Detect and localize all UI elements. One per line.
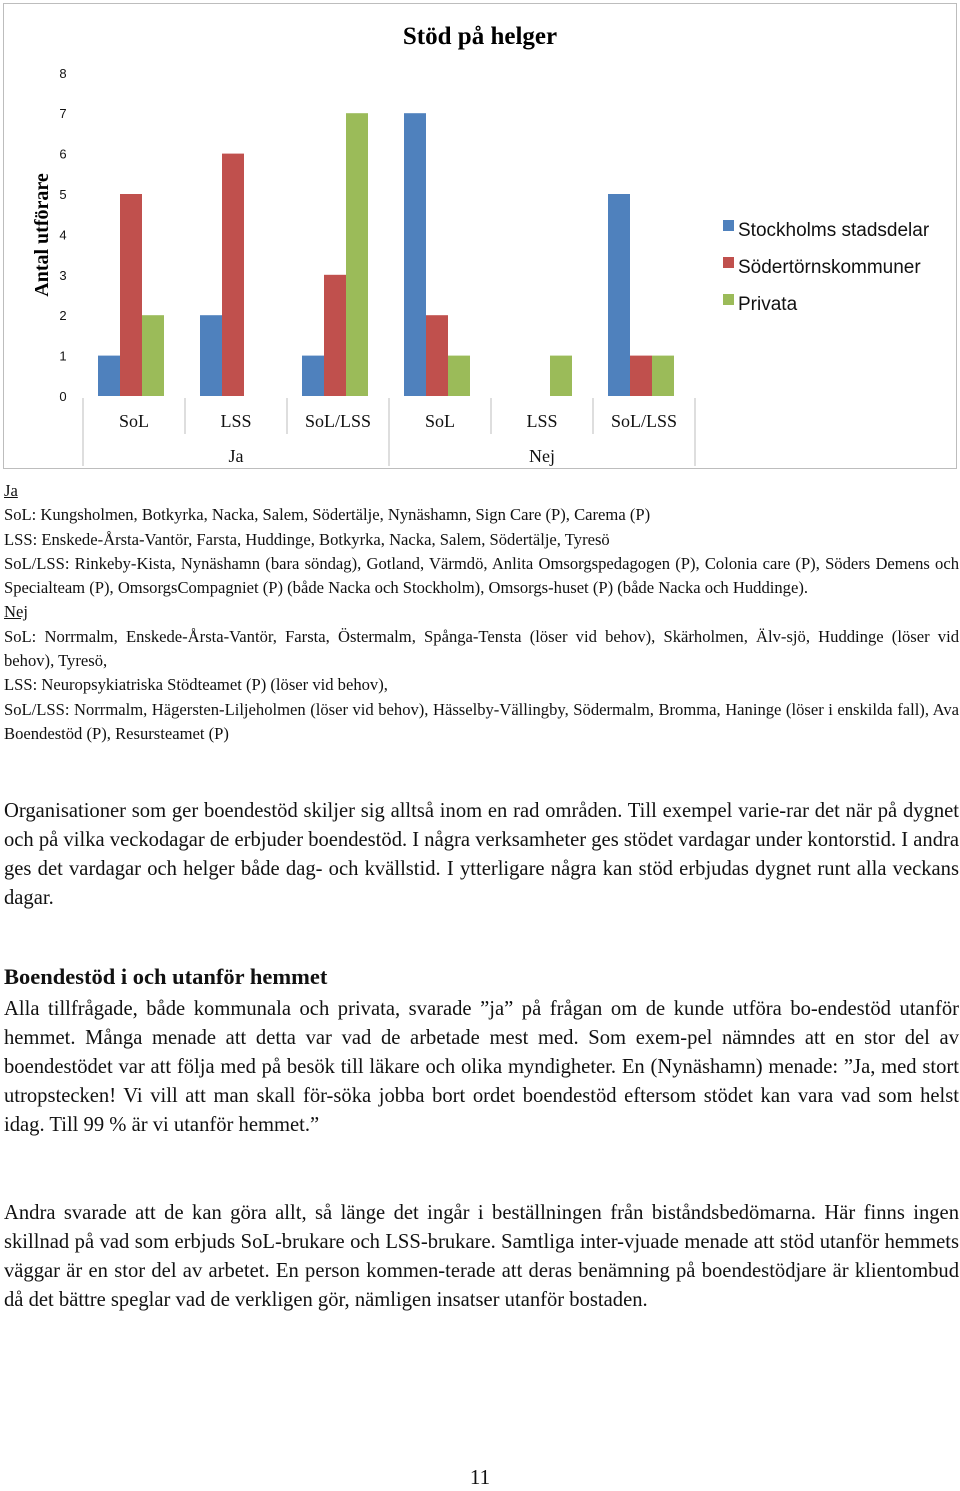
nej-sollss: SoL/LSS: Norrmalm, Hägersten-Liljeholmen (löser vid behov), Hässelby-Vällingby, Södermalm, Bromma, Haninge (löser i enskilda fall), Ava Boendestöd (P), Resursteamet (P) [4, 699, 959, 743]
ja-sol: SoL: Kungsholmen, Botkyrka, Nacka, Salem, Södertälje, Nynäshamn, Sign Care (P), Carema (P) [4, 505, 651, 525]
y-tick-label: 0 [59, 389, 67, 404]
bar-s-dert-rnskommuner [222, 154, 244, 396]
ja-lss: LSS: Enskede-Årsta-Vantör, Farsta, Huddinge, Botkyrka, Nacka, Salem, Södertälje, Tyresö [4, 529, 610, 549]
y-tick-label: 1 [59, 348, 67, 364]
chart-title: Stöd på helger [402, 23, 558, 50]
bar-chart [0, 0, 960, 470]
bar-privata [142, 315, 164, 396]
x-tick-label: SoL [118, 411, 150, 431]
legend-label: Stockholms stadsdelar [738, 220, 930, 241]
bar-s-dert-rnskommuner [426, 315, 448, 396]
legend-swatch [723, 257, 734, 268]
bar-stockholms-stadsdelar [608, 194, 630, 396]
legend-label: Privata [738, 294, 798, 315]
y-tick-label: 8 [59, 65, 67, 81]
bar-s-dert-rnskommuner [324, 275, 346, 396]
bar-s-dert-rnskommuner [630, 356, 652, 396]
x-tick-label: LSS [526, 411, 558, 431]
nej-heading: Nej [4, 602, 28, 622]
legend-label: Södertörnskommuner [738, 257, 921, 278]
y-tick-label: 3 [59, 267, 67, 283]
ja-sollss: SoL/LSS: Rinkeby-Kista, Nynäshamn (bara söndag), Gotland, Värmdö, Anlita Omsorgspedagogen (P), Colonia care (P), Söders Demens och Specialteam (P), OmsorgsCompagniet (P) (både Nacka och Stockholm), Omsorgs-huset (P) (både Nacka och Huddinge). [4, 553, 959, 598]
x-tick-label: LSS [220, 411, 252, 431]
paragraph-organisations: Organisationer som ger boendestöd skiljer sig alltså inom en rad områden. Till exempel varie-rar det när på dygnet och på vilka veckodagar de erbjuder boendestöd. I några verksamheter ges stödet vardagar under kontorstid. I andra ges det vardagar och helger både dag- och kvällstid. I ytterligare några kan stöd erbjudas dygnet runt alla veckans dagar. [4, 800, 959, 910]
ja-list [4, 479, 959, 746]
y-tick-label: 4 [59, 227, 67, 243]
section-heading: Boendestöd i och utanför hemmet [4, 964, 328, 989]
paragraph-outside-home: Alla tillfrågade, både kommunala och privata, svarade ”ja” på frågan om de kunde utföra bo-endestöd utanför hemmet. Många menade att detta var vad de arbetade mest med. Som exem-pel nämndes att en stor del av boendestödet var att följa med på besök till läkare och olika myndigheter. En (Nynäshamn) menade: ”Ja, med stort utropstecken! Vi vill att man skall för-söka jobba bort ordet boendestöd eftersom stödet kan vara vad som helst idag. Till 99 % är vi utanför hemmet.” [4, 998, 959, 1137]
y-tick-label: 6 [59, 146, 67, 162]
group-label: Ja [228, 446, 244, 466]
x-tick-label: SoL [424, 411, 456, 431]
bar-stockholms-stadsdelar [98, 356, 120, 396]
paragraph-others: Andra svarade att de kan göra allt, så länge det ingår i beställningen från biståndsbedömarna. Här finns ingen skillnad på vad som erbjuds SoL-brukare och LSS-brukare. Samtliga inter-vjuade menade att stöd utanför hemmets väggar är en stor del av arbetet. En person kommen-terade att deras benämning på boendestödjare är klientombud då det bättre speglar vad de verkligen gör, nämligen insatser utanför bostaden. [4, 1202, 959, 1312]
page-number: 11 [469, 1465, 491, 1489]
bar-privata [448, 356, 470, 396]
legend-swatch [723, 294, 734, 305]
bar-privata [652, 356, 674, 396]
ja-heading: Ja [4, 481, 18, 500]
y-axis-label: Antal utförare [31, 173, 53, 297]
x-tick-label: SoL/LSS [610, 411, 678, 431]
y-tick-label: 7 [59, 106, 67, 122]
nej-sol: SoL: Norrmalm, Enskede-Årsta-Vantör, Farsta, Östermalm, Spånga-Tensta (löser vid behov), Skärholmen, Älv-sjö, Huddinge (löser vid behov), Tyresö, [4, 626, 959, 671]
bar-stockholms-stadsdelar [302, 356, 324, 396]
bar-stockholms-stadsdelar [404, 113, 426, 396]
nej-lss: LSS: Neuropsykiatriska Stödteamet (P) (löser vid behov), [4, 675, 388, 695]
bar-privata [346, 113, 368, 396]
y-tick-label: 5 [59, 187, 67, 202]
bar-stockholms-stadsdelar [200, 315, 222, 396]
legend-swatch [723, 220, 734, 231]
x-tick-label: SoL/LSS [304, 411, 372, 431]
bar-s-dert-rnskommuner [120, 194, 142, 396]
bar-privata [550, 356, 572, 396]
group-label: Nej [529, 446, 555, 466]
y-tick-label: 2 [59, 308, 67, 324]
